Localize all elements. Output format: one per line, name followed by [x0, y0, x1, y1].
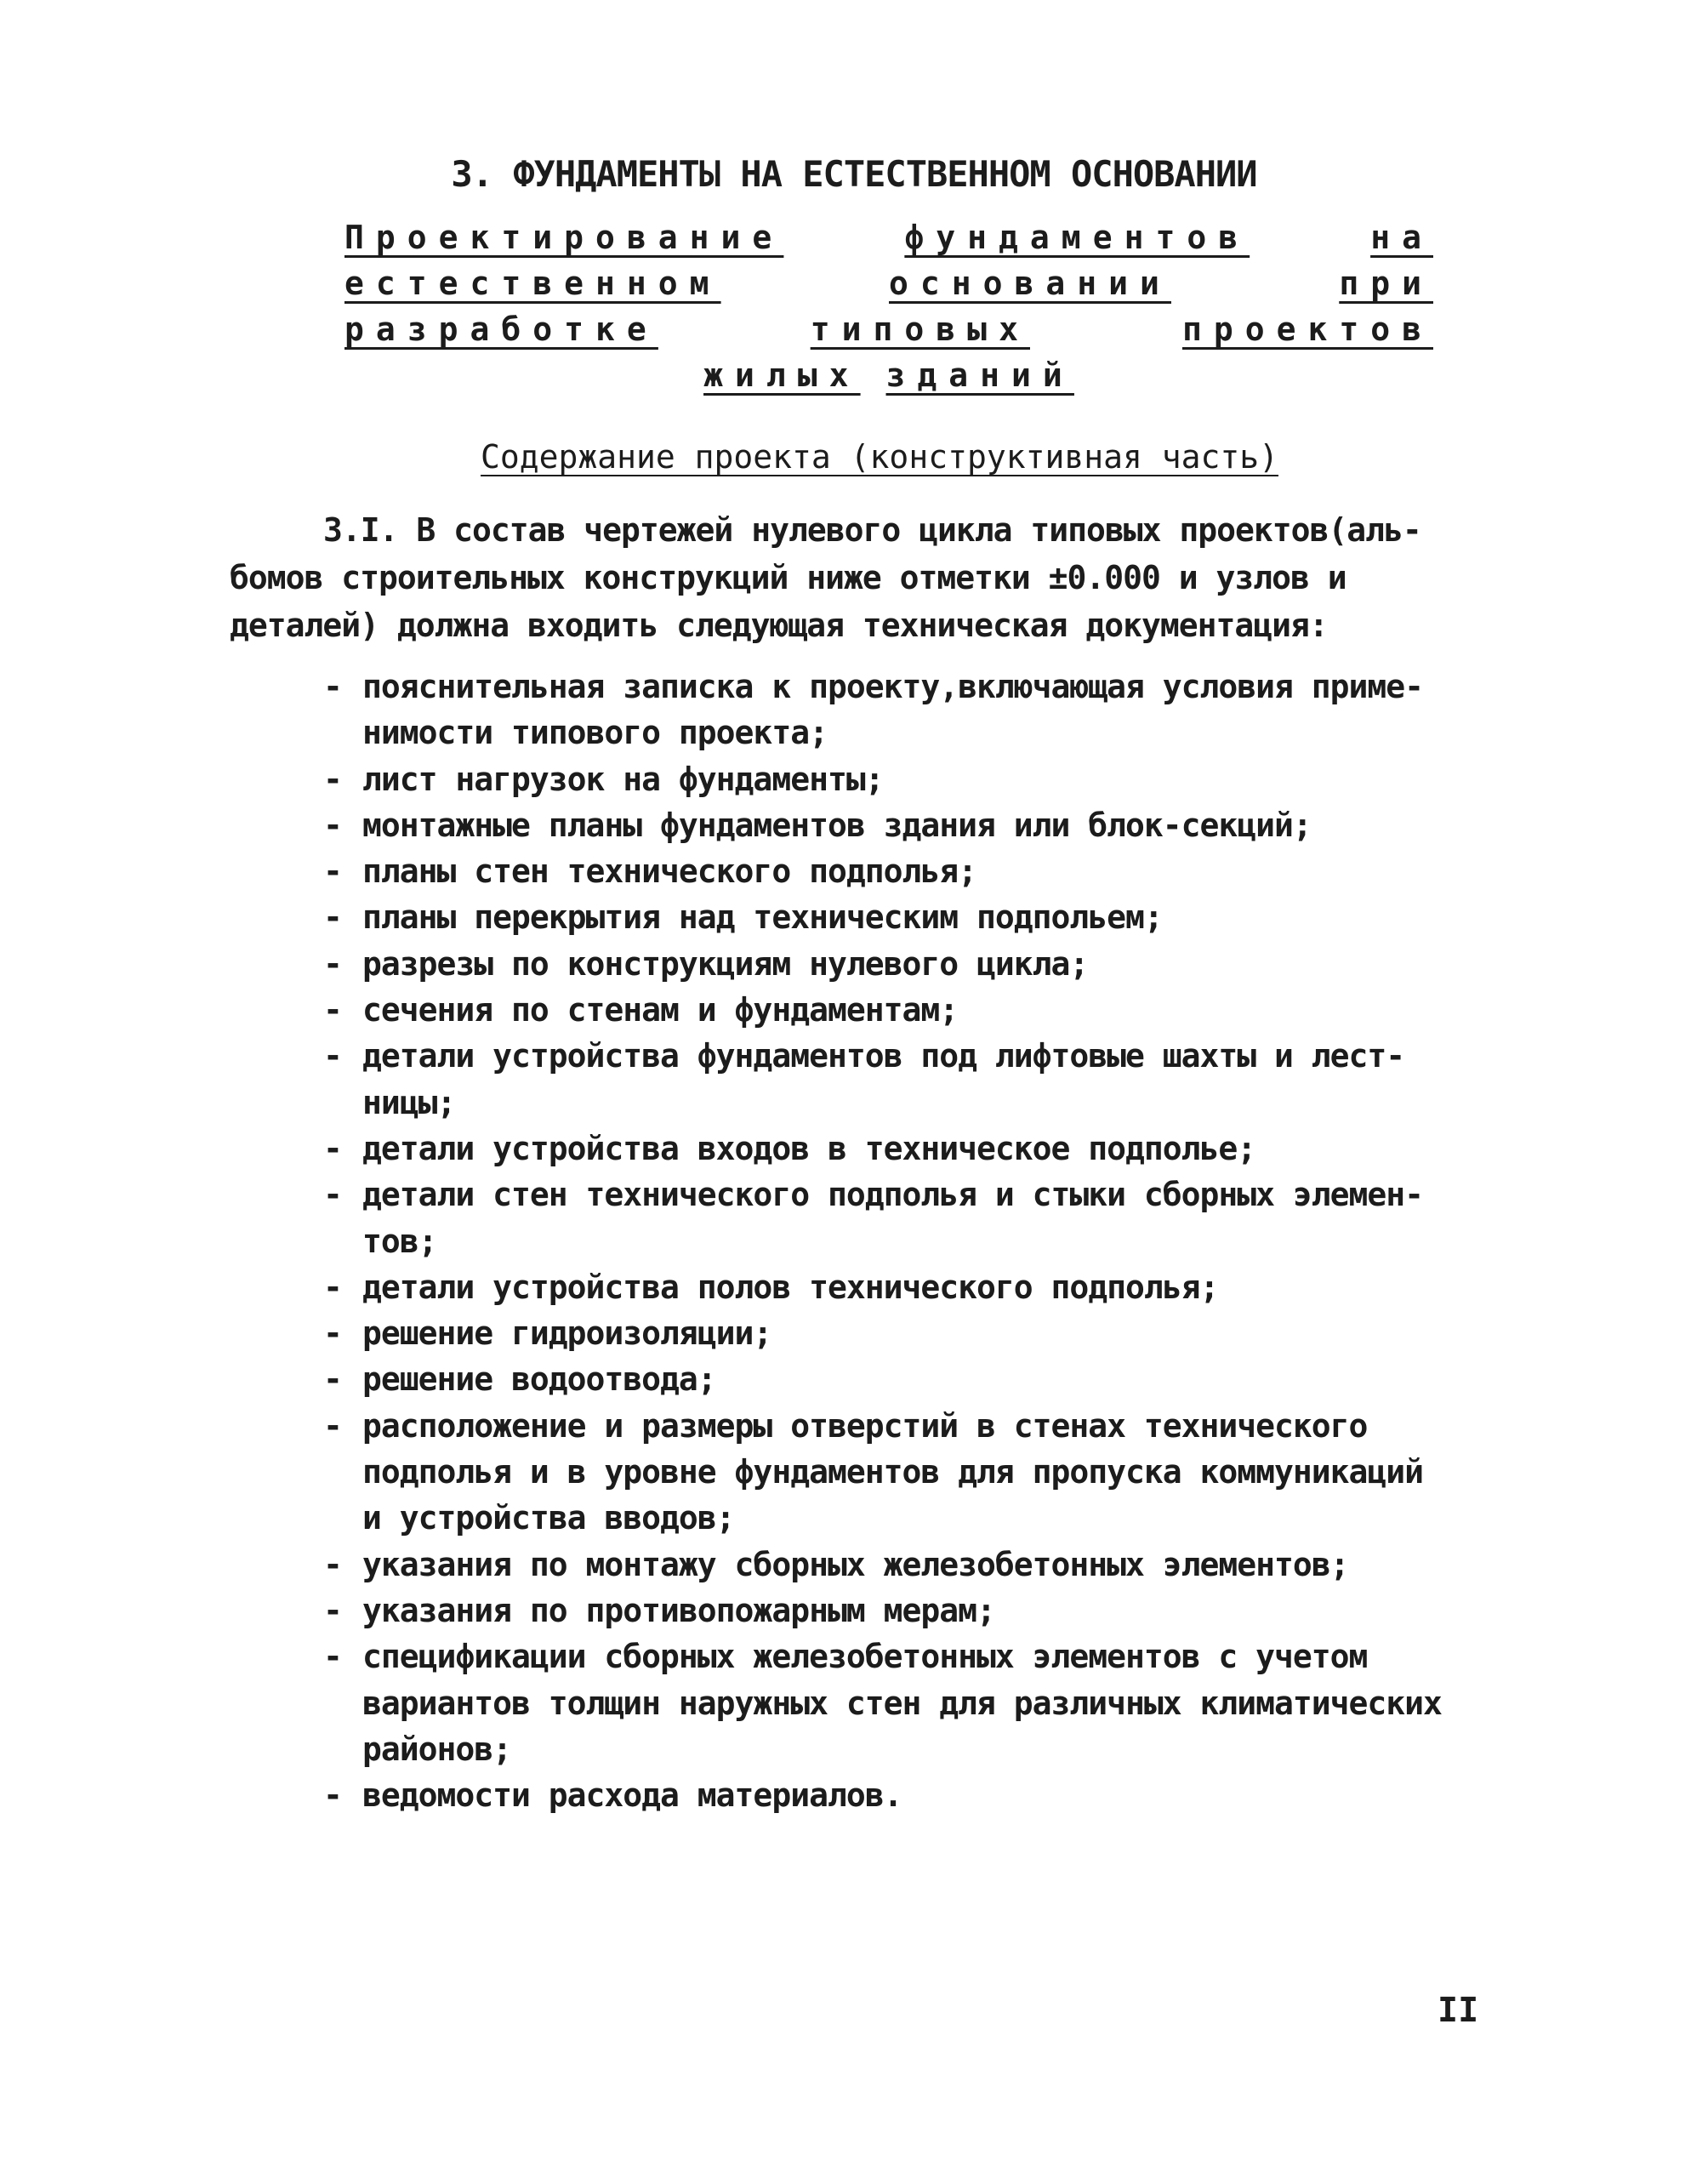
- list-item-line: указания по противопожарным мерам;: [362, 1591, 995, 1629]
- list-item-line: ницы;: [362, 1083, 456, 1121]
- list-item: [323, 1172, 1480, 1264]
- bullet-dash: -: [323, 898, 342, 937]
- bullet-dash: -: [323, 991, 342, 1029]
- bullet-dash: -: [323, 1176, 342, 1214]
- paragraph-3-1: [230, 506, 1463, 649]
- bullet-dash: -: [323, 1268, 342, 1306]
- subtitle-line-2: [344, 260, 1433, 306]
- list-item: [323, 1588, 1480, 1634]
- list-item-line: планы перекрытия над техническим подпольем;: [362, 898, 1163, 937]
- subtitle-line-4: [344, 352, 1433, 398]
- subtitle-word: естественном: [344, 265, 721, 302]
- bullet-dash: -: [323, 668, 342, 705]
- bullet-dash: -: [323, 1360, 342, 1399]
- list-item-line: нимости типового проекта;: [362, 714, 828, 752]
- bullet-dash: -: [323, 1314, 342, 1353]
- page-number: II: [1438, 1991, 1479, 2030]
- list-item-line: детали устройства входов в техническое подполье;: [362, 1129, 1256, 1167]
- subtitle-word: при: [1339, 265, 1433, 302]
- subtitle-word: зданий: [885, 356, 1074, 394]
- list-item: [323, 1772, 1480, 1818]
- list-item: [323, 848, 1480, 894]
- bullet-dash: -: [323, 1776, 342, 1815]
- list-item-line: монтажные планы фундаментов здания или блок-секций;: [362, 806, 1312, 844]
- subtitle-word: разработке: [344, 311, 658, 348]
- subtitle-word: жилых: [703, 356, 861, 394]
- list-item: [323, 941, 1480, 987]
- subtitle-word: основании: [889, 265, 1171, 302]
- bullet-dash: -: [323, 1591, 342, 1629]
- subtitle-line-3: [344, 306, 1433, 352]
- list-item-line: районов;: [362, 1730, 512, 1768]
- subtitle-line-1: [344, 214, 1433, 260]
- bullet-dash: -: [323, 1638, 342, 1676]
- bullet-dash: -: [323, 806, 342, 844]
- list-item-line: решение водоотвода;: [362, 1360, 716, 1399]
- list-item: [323, 1310, 1480, 1356]
- list-item: [323, 1542, 1480, 1588]
- list-item: [323, 756, 1480, 802]
- list-item: [323, 1033, 1480, 1126]
- documentation-list: [323, 664, 1480, 1818]
- bullet-dash: -: [323, 944, 342, 983]
- list-item: [323, 987, 1480, 1033]
- paragraph-line: бомов строительных конструкций ниже отметки ±0.000 и узлов и: [230, 559, 1346, 596]
- list-item-line: и устройства вводов;: [362, 1499, 735, 1537]
- list-item-line: ведомости расхода материалов.: [362, 1776, 902, 1815]
- bullet-dash: -: [323, 1129, 342, 1167]
- list-item: [323, 664, 1480, 756]
- list-item-line: детали стен технического подполья и стыки сборных элемен-: [362, 1176, 1424, 1214]
- list-item: [323, 802, 1480, 848]
- paragraph-line: деталей) должна входить следующая техническая документация:: [230, 607, 1328, 644]
- list-item-line: вариантов толщин наружных стен для различных климатических: [362, 1684, 1442, 1722]
- list-item-line: сечения по стенам и фундаментам;: [362, 991, 959, 1029]
- subtitle-word: Проектирование: [344, 219, 784, 256]
- list-item-line: пояснительная записка к проекту,включающая условия приме-: [362, 668, 1424, 705]
- bullet-dash: -: [323, 1406, 342, 1445]
- list-item-line: детали устройства фундаментов под лифтовые шахты и лест-: [362, 1037, 1405, 1075]
- bullet-dash: -: [323, 1037, 342, 1075]
- bullet-dash: -: [323, 760, 342, 798]
- list-item: [323, 1634, 1480, 1772]
- subtitle-word: проектов: [1181, 311, 1433, 348]
- list-item-line: спецификации сборных железобетонных элементов с учетом: [362, 1638, 1368, 1676]
- list-item: [323, 1403, 1480, 1542]
- list-item-line: лист нагрузок на фундаменты;: [362, 760, 884, 798]
- paragraph-line: 3.I. В состав чертежей нулевого цикла типовых проектов(аль-: [323, 511, 1421, 549]
- subtitle-word: типовых: [810, 311, 1030, 348]
- list-item-line: планы стен технического подполья;: [362, 852, 976, 891]
- list-item-line: разрезы по конструкциям нулевого цикла;: [362, 944, 1089, 983]
- subtitle-block: [344, 214, 1433, 398]
- list-item: [323, 894, 1480, 940]
- list-item-line: расположение и размеры отверстий в стенах технического: [362, 1406, 1368, 1445]
- bullet-dash: -: [323, 1545, 342, 1583]
- subtitle-word: на: [1370, 219, 1433, 256]
- list-item-line: тов;: [362, 1222, 437, 1260]
- list-item-line: решение гидроизоляции;: [362, 1314, 772, 1353]
- list-item: [323, 1126, 1480, 1172]
- list-item-line: детали устройства полов технического подполья;: [362, 1268, 1219, 1306]
- list-item-line: указания по монтажу сборных железобетонных элементов;: [362, 1545, 1349, 1583]
- subtitle-word: фундаментов: [904, 219, 1250, 256]
- list-item: [323, 1356, 1480, 1402]
- list-item: [323, 1264, 1480, 1310]
- content-heading: Содержание проекта (конструктивная часть): [481, 438, 1278, 476]
- list-item-line: подполья и в уровне фундаментов для пропуска коммуникаций: [362, 1453, 1424, 1491]
- bullet-dash: -: [323, 852, 342, 891]
- section-title: 3. ФУНДАМЕНТЫ НА ЕСТЕСТВЕННОМ ОСНОВАНИИ: [451, 153, 1257, 195]
